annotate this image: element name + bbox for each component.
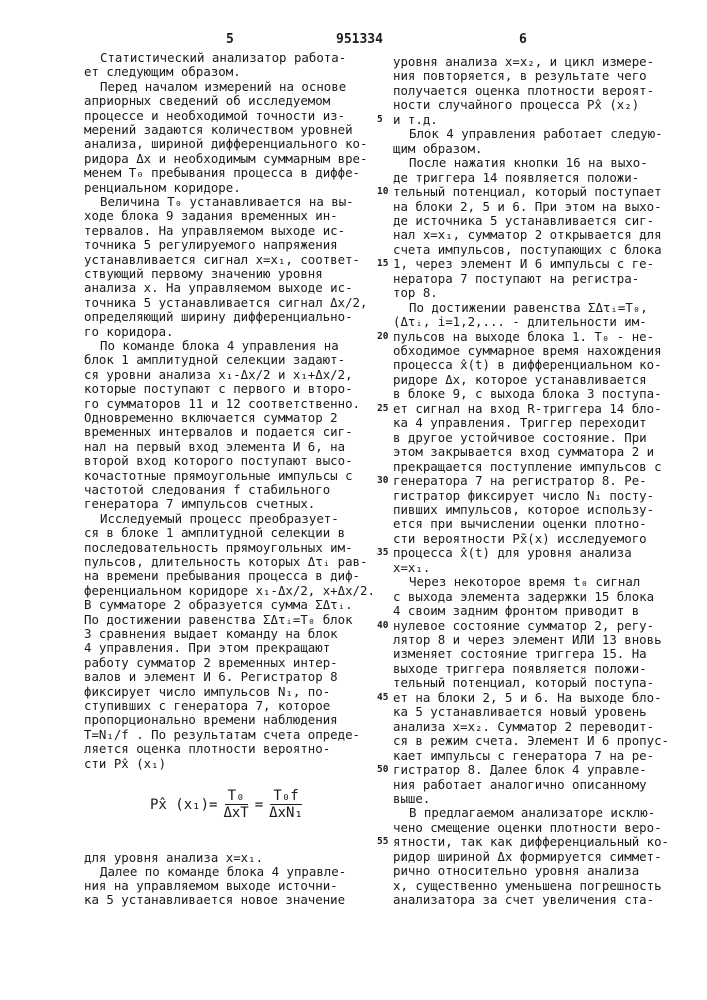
text-line: лятор 8 и через элемент ИЛИ 13 вновь	[393, 632, 662, 648]
text-line: генератора 7 на регистратор 8. Ре-	[393, 473, 647, 489]
text-line: фиксирует число импульсов N₁, по-	[84, 684, 330, 700]
text-line: пропорционально времени наблюдения	[84, 712, 338, 728]
text-line: в блоке 9, с выхода блока 3 поступа-	[393, 386, 662, 402]
text-line: работу сумматор 2 временных интер-	[84, 655, 338, 671]
text-line: прекращается поступление импульсов с	[393, 459, 662, 475]
text-line: В предлагаемом анализаторе исклю-	[409, 805, 655, 821]
text-line: анализатора за счет увеличения ста-	[393, 892, 654, 908]
text-line: кочастотные прямоугольные импульсы с	[84, 468, 353, 484]
text-line: ятности, так как дифференциальный ко-	[393, 834, 669, 850]
text-line: в другое устойчивое состояние. При	[393, 430, 647, 446]
text-line: для уровня анализа x=x₁.	[84, 850, 263, 866]
text-line: пульсов на выходе блока 1. T₀ - не-	[393, 329, 654, 345]
text-line: априорных сведений об исследуемом	[84, 93, 330, 109]
text-line: ния работает аналогично описанному	[393, 777, 647, 793]
text-line: ференциальном коридоре x₁-Δx/2, x+Δx/2.	[84, 583, 375, 599]
page-number-right: 6	[519, 32, 527, 48]
line-number: 50	[377, 764, 388, 776]
line-number: 25	[377, 403, 388, 415]
text-line: тельный потенциал, который поступает	[393, 184, 662, 200]
text-line: x, существенно уменьшена погрешность	[393, 878, 662, 894]
formula-lhs: Px̂ (x₁)=	[150, 797, 217, 813]
text-line: процесса x̂(t) для уровня анализа	[393, 545, 632, 561]
text-line: выше.	[393, 791, 430, 807]
text-line: После нажатия кнопки 16 на выхо-	[409, 155, 648, 171]
text-line: ности случайного процесса Px̂ (x₂)	[393, 97, 639, 113]
text-line: Перед началом измерений на основе	[100, 79, 346, 95]
text-line: де источника 5 устанавливается сиг-	[393, 213, 654, 229]
text-line: гистратор фиксирует число N₁ посту-	[393, 488, 654, 504]
line-number: 30	[377, 475, 388, 487]
text-line: изменяет состояние триггера 15. На	[393, 646, 647, 662]
text-line: точника 5 устанавливается сигнал Δx/2,	[84, 295, 367, 311]
line-number: 35	[377, 547, 388, 559]
line-number: 10	[377, 186, 388, 198]
text-line: сти вероятности Px̃(x) исследуемого	[393, 531, 647, 547]
text-line: 3 сравнения выдает команду на блок	[84, 626, 338, 642]
text-line: де триггера 14 появляется положи-	[393, 170, 639, 186]
patent-number: 951334	[336, 32, 383, 48]
text-line: Статистический анализатор работа-	[100, 50, 346, 66]
text-line: нератора 7 поступают на регистра-	[393, 271, 639, 287]
text-line: ридора Δx и необходимым суммарным вре-	[84, 151, 367, 167]
text-line: нулевое состояние сумматор 2, регу-	[393, 618, 654, 634]
text-line: (Δτᵢ, i=1,2,... - длительности им-	[393, 314, 647, 330]
text-line: которые поступают с первого и второ-	[84, 381, 353, 397]
fraction-numerator: T₀	[225, 788, 248, 805]
text-line: рично относительно уровня анализа	[393, 863, 639, 879]
text-line: нал на первый вход элемента И 6, на	[84, 439, 345, 455]
text-line: x=x₁.	[393, 560, 430, 576]
text-line: пульсов, длительность которых Δτᵢ рав-	[84, 554, 367, 570]
text-line: ходе блока 9 задания временных ин-	[84, 208, 338, 224]
text-line: сти Px̂ (x₁)	[84, 756, 166, 772]
text-line: чено смещение оценки плотности веро-	[393, 820, 662, 836]
text-line: нал x=x₁, сумматор 2 открывается для	[393, 227, 662, 243]
text-line: получается оценка плотности вероят-	[393, 83, 654, 99]
text-line: ся уровни анализа x₁-Δx/2 и x₁+Δx/2,	[84, 367, 353, 383]
formula-equals: =	[255, 797, 263, 813]
text-line: ствующий первому значению уровня	[84, 266, 323, 282]
text-line: В сумматоре 2 образуется сумма ΣΔτᵢ.	[84, 597, 353, 613]
text-line: 4 своим задним фронтом приводит в	[393, 603, 639, 619]
text-line: анализа x=x₂. Сумматор 2 переводит-	[393, 719, 654, 735]
text-line: ет сигнал на вход R-триггера 14 бло-	[393, 401, 662, 417]
text-line: го коридора.	[84, 324, 174, 340]
text-line: счета импульсов, поступающих с блока	[393, 242, 662, 258]
text-line: мерений задаются количеством уровней	[84, 122, 353, 138]
text-line: менем T₀ пребывания процесса в диффе-	[84, 165, 360, 181]
page-number-left: 5	[226, 32, 234, 48]
text-line: кает импульсы с генератора 7 на ре-	[393, 748, 654, 764]
text-line: По достижении равенства ΣΔτᵢ=T₀,	[409, 300, 648, 316]
text-line: ния на управляемом выходе источни-	[84, 878, 338, 894]
text-line: ступивших с генератора 7, которое	[84, 698, 330, 714]
text-line: ется при вычислении оценки плотно-	[393, 516, 647, 532]
text-line: ка 4 управления. Триггер переходит	[393, 415, 647, 431]
text-line: ка 5 устанавливается новое значение	[84, 892, 345, 908]
text-line: ридор шириной Δx формируется симмет-	[393, 849, 662, 865]
text-line: По команде блока 4 управления на	[100, 338, 339, 354]
text-line: тор 8.	[393, 285, 438, 301]
text-line: Блок 4 управления работает следую-	[409, 126, 663, 142]
text-line: и т.д.	[393, 112, 438, 128]
text-line: последовательность прямоугольных им-	[84, 540, 353, 556]
text-line: обходимое суммарное время нахождения	[393, 343, 662, 359]
text-line: По достижении равенства ΣΔτᵢ=T₀ блок	[84, 612, 353, 628]
text-line: ет следующим образом.	[84, 64, 241, 80]
text-line: ния повторяется, в результате чего	[393, 68, 647, 84]
text-line: определяющий ширину дифференциально-	[84, 309, 353, 325]
fraction-denominator: ΔxN₁	[269, 805, 303, 821]
text-line: ся в блоке 1 амплитудной селекции в	[84, 525, 345, 541]
text-line: на блоки 2, 5 и 6. При этом на выхо-	[393, 199, 662, 215]
text-line: Через некоторое время t₀ сигнал	[409, 574, 640, 590]
line-number: 55	[377, 836, 388, 848]
line-number: 45	[377, 692, 388, 704]
text-line: валов и элемент И 6. Регистратор 8	[84, 669, 338, 685]
text-line: уровня анализа x=x₂, и цикл измере-	[393, 54, 654, 70]
text-line: частотой следования f стабильного	[84, 482, 330, 498]
line-number: 15	[377, 258, 388, 270]
line-number: 20	[377, 331, 388, 343]
text-line: Исследуемый процесс преобразует-	[100, 511, 339, 527]
text-line: тельный потенциал, который поступа-	[393, 675, 654, 691]
text-line: ридоре Δx, которое устанавливается	[393, 372, 647, 388]
fraction-numerator: T₀f	[270, 788, 301, 805]
text-line: процесса x̂(t) в дифференциальном ко-	[393, 357, 662, 373]
text-line: этом закрывается вход сумматора 2 и	[393, 444, 654, 460]
text-line: временных интервалов и подается сиг-	[84, 424, 353, 440]
formula-fraction-2	[269, 788, 303, 821]
text-line: устанавливается сигнал x=x₁, соответ-	[84, 252, 360, 268]
text-line: тервалов. На управляемом выходе ис-	[84, 223, 345, 239]
line-number: 40	[377, 620, 388, 632]
text-line: на времени пребывания процесса в диф-	[84, 568, 360, 584]
text-line: анализа x. На управляемом выходе ис-	[84, 280, 353, 296]
text-line: Далее по команде блока 4 управле-	[100, 864, 346, 880]
text-line: го сумматоров 11 и 12 соответственно.	[84, 396, 360, 412]
text-line: 4 управления. При этом прекращают	[84, 640, 330, 656]
text-line: анализа, шириной дифференциального ко-	[84, 136, 367, 152]
text-line: блок 1 амплитудной селекции задают-	[84, 352, 345, 368]
text-line: гистратор 8. Далее блок 4 управле-	[393, 762, 647, 778]
text-line: точника 5 регулируемого напряжения	[84, 237, 338, 253]
text-line: генератора 7 импульсов счетных.	[84, 496, 315, 512]
text-line: 1, через элемент И 6 импульсы с ге-	[393, 256, 654, 272]
text-line: процессе и необходимой точности из-	[84, 108, 345, 124]
text-line: с выхода элемента задержки 15 блока	[393, 589, 654, 605]
text-line: щим образом.	[393, 141, 483, 157]
text-line: второй вход которого поступают высо-	[84, 453, 353, 469]
line-number: 5	[377, 114, 383, 126]
text-line: ет на блоки 2, 5 и 6. На выходе бло-	[393, 690, 662, 706]
text-line: выходе триггера появляется положи-	[393, 661, 647, 677]
text-line: ка 5 устанавливается новый уровень	[393, 704, 647, 720]
text-line: ся в режим счета. Элемент И 6 пропус-	[393, 733, 669, 749]
text-line: Одновременно включается сумматор 2	[84, 410, 338, 426]
text-line: T=N₁/f . По результатам счета опреде-	[84, 727, 360, 743]
text-line: пивших импульсов, которое использу-	[393, 502, 654, 518]
fraction-denominator: ΔxT	[223, 805, 248, 821]
probability-density-formula	[150, 788, 303, 821]
text-line: ренциальном коридоре.	[84, 180, 241, 196]
text-line: Величина T₀ устанавливается на вы-	[100, 194, 354, 210]
text-line: ляется оценка плотности вероятно-	[84, 741, 330, 757]
formula-fraction-1	[223, 788, 248, 821]
